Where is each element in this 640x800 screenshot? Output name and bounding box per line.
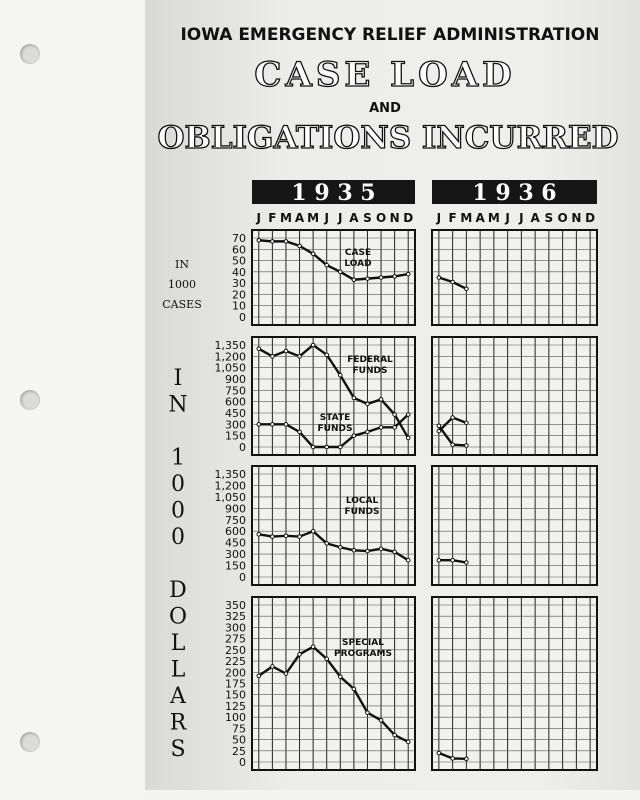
- month-label: N: [571, 211, 582, 225]
- y-tick-label: 30: [232, 277, 246, 291]
- month-label: F: [268, 211, 277, 225]
- chart-panel: [215, 466, 598, 585]
- data-point: [393, 550, 397, 554]
- month-label: A: [530, 211, 540, 225]
- y-tick-label: 900: [225, 373, 246, 386]
- month-label: D: [585, 211, 596, 225]
- data-point: [284, 240, 288, 244]
- data-point: [406, 413, 410, 417]
- data-point: [437, 424, 441, 428]
- month-label: S: [363, 211, 372, 225]
- data-point: [366, 549, 370, 553]
- month-label: J: [324, 211, 329, 225]
- data-point: [298, 535, 302, 539]
- data-point: [325, 263, 329, 267]
- y-tick-label: 10: [232, 299, 246, 313]
- y-tick-label: 450: [225, 536, 246, 550]
- data-point: [271, 665, 275, 669]
- y-tick-label: 350: [225, 599, 246, 612]
- y-tick-label: 1,350: [214, 468, 246, 481]
- y-tick-label: 200: [225, 666, 246, 680]
- series-label: LOCAL: [345, 496, 379, 506]
- y-axis-unit-label: O: [168, 604, 188, 630]
- y-tick-label: 125: [225, 699, 246, 713]
- data-point: [406, 436, 410, 440]
- month-label: M: [460, 211, 473, 225]
- month-label: F: [448, 211, 457, 225]
- data-point: [311, 252, 315, 256]
- data-point: [284, 349, 288, 353]
- series-label: STATE: [319, 413, 351, 423]
- y-axis-unit-label: L: [170, 631, 186, 656]
- y-tick-label: 25: [232, 744, 246, 758]
- year-label: 1 9 3 5: [291, 180, 376, 206]
- month-label: M: [487, 211, 500, 225]
- data-point: [393, 413, 397, 417]
- y-tick-label: 175: [225, 677, 246, 691]
- data-point: [338, 270, 342, 274]
- y-axis-unit-label: N: [168, 392, 188, 418]
- data-point: [298, 244, 302, 248]
- month-label: M: [279, 211, 292, 225]
- y-tick-label: 20: [232, 288, 246, 302]
- y-tick-label: 1,350: [214, 339, 246, 352]
- y-tick-label: 750: [225, 513, 246, 527]
- chart-panel: [225, 597, 597, 770]
- y-tick-label: 300: [225, 621, 246, 635]
- data-point: [366, 711, 370, 715]
- y-tick-label: 300: [225, 418, 246, 432]
- series-label: LOAD: [344, 259, 372, 269]
- data-point: [352, 278, 356, 282]
- month-label: J: [436, 211, 442, 225]
- data-point: [325, 657, 329, 661]
- data-point: [352, 687, 356, 691]
- data-point: [352, 396, 356, 400]
- y-tick-label: 50: [232, 254, 246, 268]
- y-tick-label: 1,050: [214, 490, 246, 504]
- data-point: [352, 434, 356, 438]
- series-label: PROGRAMS: [334, 649, 392, 659]
- data-point: [311, 645, 315, 649]
- data-point: [451, 416, 455, 420]
- data-point: [451, 757, 455, 761]
- y-axis-unit-label: A: [170, 684, 186, 709]
- y-tick-label: 75: [232, 722, 246, 736]
- month-label: J: [505, 211, 510, 225]
- y-axis-unit-label: L: [170, 657, 186, 683]
- series-label: FUNDS: [352, 366, 388, 376]
- chart-title-case-load: CASE LOAD: [254, 55, 516, 95]
- y-tick-label: 40: [232, 265, 246, 279]
- title-and: AND: [369, 101, 401, 116]
- plot-area: [432, 466, 597, 585]
- data-point: [257, 238, 261, 242]
- y-axis-unit-label: D: [169, 578, 187, 603]
- y-axis-unit-label: 0: [171, 525, 185, 550]
- data-point: [465, 444, 469, 448]
- data-point: [465, 757, 469, 761]
- y-tick-label: 600: [225, 395, 246, 409]
- month-label: S: [544, 211, 554, 225]
- data-point: [406, 558, 410, 562]
- data-point: [393, 275, 397, 279]
- data-point: [366, 430, 370, 434]
- data-point: [352, 548, 356, 552]
- data-point: [284, 534, 288, 538]
- data-point: [406, 740, 410, 744]
- chart-panel: [232, 230, 597, 325]
- month-label: M: [307, 211, 320, 225]
- y-tick-label: 450: [225, 407, 246, 420]
- chart-title-obligations: OBLIGATIONS INCURRED: [157, 120, 619, 156]
- data-point: [271, 535, 275, 539]
- data-point: [338, 373, 342, 377]
- y-axis-unit-label: 0: [171, 472, 185, 497]
- y-axis-unit-label: IN: [175, 258, 189, 271]
- month-label: J: [338, 211, 343, 225]
- data-point: [271, 240, 275, 244]
- y-axis-unit-label: CASES: [162, 298, 202, 311]
- data-point: [257, 423, 261, 427]
- data-point: [393, 426, 397, 430]
- data-point: [257, 347, 261, 351]
- data-point: [366, 402, 370, 406]
- series-label: CASE: [344, 248, 372, 258]
- y-tick-label: 325: [225, 610, 246, 624]
- data-point: [465, 287, 469, 291]
- y-tick-label: 900: [225, 502, 246, 516]
- y-tick-label: 100: [225, 711, 246, 725]
- data-point: [379, 547, 383, 551]
- y-tick-label: 250: [225, 643, 246, 657]
- data-point: [437, 751, 441, 755]
- month-label: J: [519, 211, 524, 225]
- data-point: [325, 353, 329, 357]
- data-point: [366, 277, 370, 281]
- data-point: [379, 426, 383, 430]
- y-tick-label: 50: [232, 733, 246, 747]
- y-axis-unit-label: 0: [171, 498, 185, 524]
- y-tick-label: 0: [239, 571, 246, 584]
- plot-area: [252, 466, 415, 585]
- year-label: 1 9 3 6: [472, 180, 557, 206]
- data-point: [393, 733, 397, 737]
- y-tick-label: 60: [232, 243, 246, 257]
- data-point: [325, 542, 329, 546]
- month-label: A: [349, 211, 359, 225]
- month-label: A: [294, 211, 305, 225]
- plot-area: [432, 230, 597, 325]
- month-label: O: [375, 211, 387, 225]
- data-point: [465, 421, 469, 425]
- data-point: [257, 674, 261, 678]
- y-tick-label: 0: [239, 756, 246, 769]
- y-tick-label: 150: [225, 559, 246, 573]
- y-tick-label: 275: [225, 632, 246, 646]
- data-point: [298, 355, 302, 359]
- y-axis-unit-label: S: [170, 737, 186, 762]
- month-label: A: [475, 211, 485, 225]
- data-point: [298, 653, 302, 657]
- data-point: [465, 561, 469, 565]
- y-tick-label: 1,200: [214, 350, 246, 364]
- y-tick-label: 70: [232, 232, 246, 245]
- data-point: [379, 276, 383, 280]
- month-label: N: [389, 211, 400, 225]
- data-point: [271, 355, 275, 359]
- month-label: J: [256, 211, 262, 225]
- data-point: [284, 423, 288, 427]
- data-point: [298, 430, 302, 434]
- plot-area: [432, 337, 597, 455]
- series-label: FUNDS: [317, 424, 353, 434]
- data-point: [338, 675, 342, 679]
- data-point: [451, 443, 455, 447]
- data-point: [437, 429, 441, 433]
- data-point: [338, 445, 342, 449]
- data-point: [437, 276, 441, 280]
- y-tick-label: 600: [225, 525, 246, 539]
- data-point: [406, 272, 410, 276]
- series-label: FUNDS: [344, 507, 380, 517]
- data-point: [311, 445, 315, 449]
- y-tick-label: 1,200: [214, 479, 246, 493]
- data-point: [437, 558, 441, 562]
- y-tick-label: 0: [239, 311, 246, 324]
- data-point: [379, 718, 383, 722]
- org-title: IOWA EMERGENCY RELIEF ADMINISTRATION: [180, 25, 600, 45]
- data-point: [311, 529, 315, 533]
- series-label: FEDERAL: [347, 355, 393, 365]
- data-point: [325, 445, 329, 449]
- data-point: [451, 558, 455, 562]
- y-tick-label: 150: [225, 429, 246, 443]
- chart-panel: [215, 337, 598, 455]
- y-tick-label: 150: [225, 688, 246, 702]
- data-point: [379, 398, 383, 402]
- y-tick-label: 300: [225, 548, 246, 562]
- y-tick-label: 1,050: [214, 361, 246, 375]
- data-point: [451, 280, 455, 284]
- y-axis-unit-label: 1000: [168, 278, 196, 291]
- y-axis-unit-label: R: [169, 710, 187, 736]
- data-point: [257, 532, 261, 536]
- data-point: [311, 343, 315, 347]
- y-tick-label: 0: [239, 441, 246, 454]
- y-axis-unit-label: I: [173, 366, 183, 391]
- y-tick-label: 225: [225, 655, 246, 669]
- data-point: [284, 672, 288, 676]
- month-label: O: [557, 211, 568, 225]
- y-axis-unit-label: 1: [171, 445, 185, 471]
- data-point: [338, 545, 342, 549]
- y-tick-label: 750: [225, 384, 246, 398]
- series-label: SPECIAL: [342, 638, 384, 648]
- month-label: D: [403, 211, 414, 225]
- data-point: [271, 423, 275, 427]
